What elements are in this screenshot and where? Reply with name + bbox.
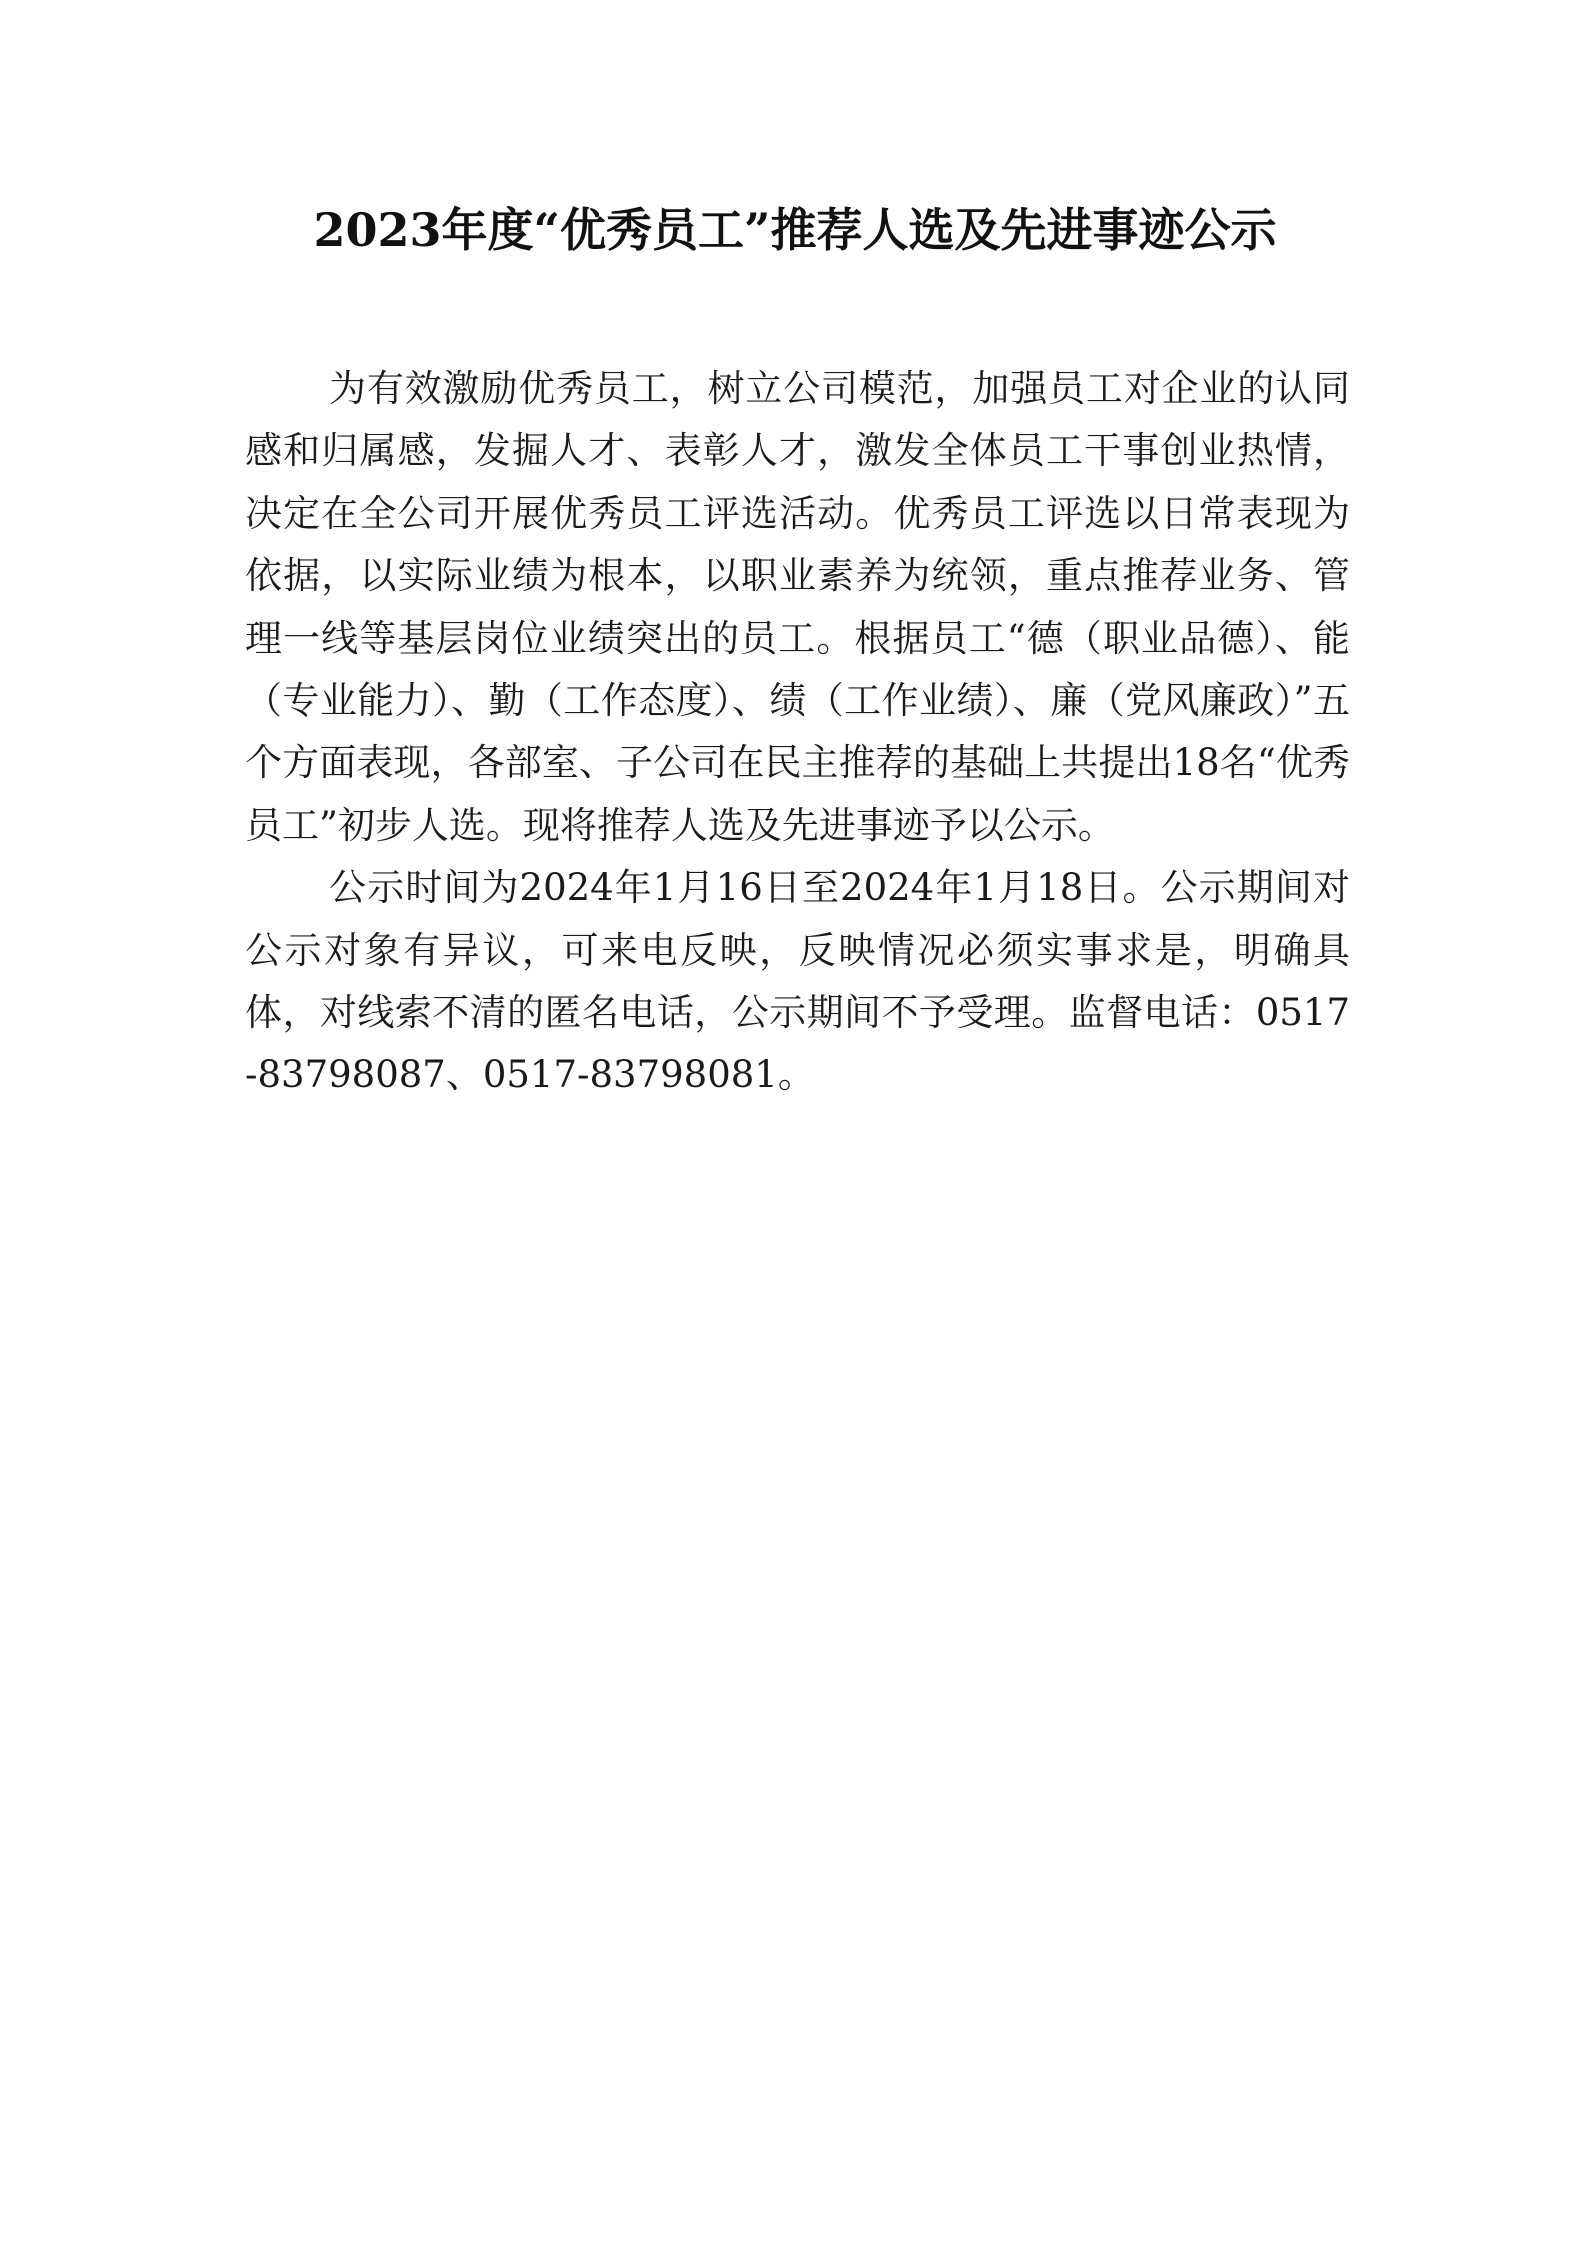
document-body [245,358,1350,1107]
notice-period-paragraph: 公示时间为2024年1月16日至2024年1月18日。公示期间对公示对象有异议，可来电反映，反映情况必须实事求是，明确具体，对线索不清的匿名电话，公示期间不予受理。监督电话：0517-83798087、0517-83798081。 [245,866,1350,1097]
intro-paragraph: 为有效激励优秀员工，树立公司模范，加强员工对企业的认同感和归属感，发掘人才、表彰人才，激发全体员工干事创业热情，决定在全公司开展优秀员工评选活动。优秀员工评选以日常表现为依据，以实际业绩为根本，以职业素养为统领，重点推荐业务、管理一线等基层岗位业绩突出的员工。根据员工“德（职业品德）、能（专业能力）、勤（工作态度）、绩（工作业绩）、廉（党风廉政）”五个方面表现，各部室、子公司在民主推荐的基础上共提出18名“优秀员工”初步人选。现将推荐人选及先进事迹予以公示。 [245,367,1350,847]
document-title: 2023年度“优秀员工”推荐人选及先进事迹公示 [313,203,1277,257]
